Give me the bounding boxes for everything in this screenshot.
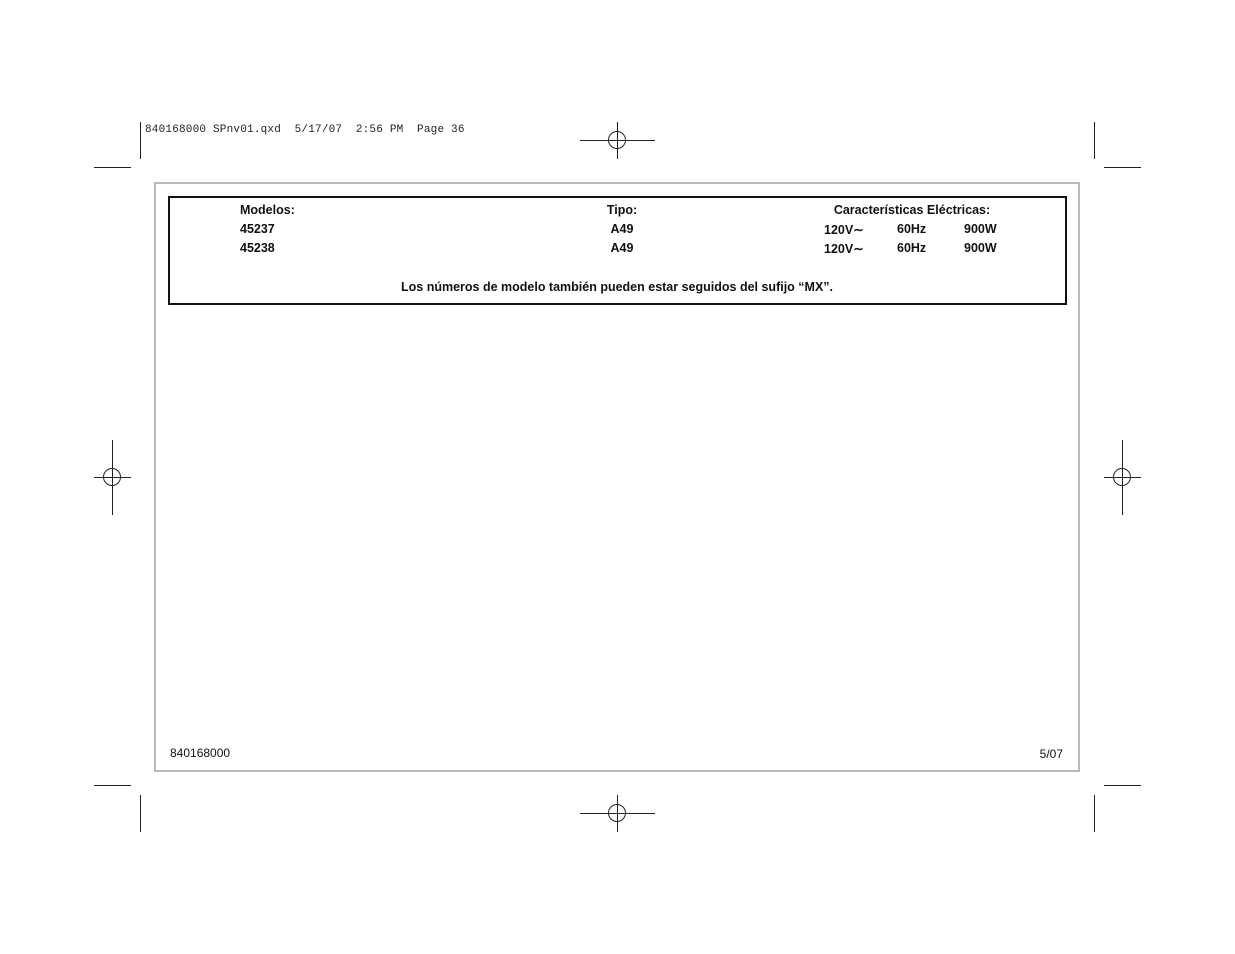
row-power: 900W xyxy=(964,241,997,255)
row-model: 45238 xyxy=(240,241,275,255)
row-model: 45237 xyxy=(240,222,275,236)
row-type: A49 xyxy=(610,241,634,255)
row-frequency: 60Hz xyxy=(897,241,927,255)
header-type: Tipo: xyxy=(606,203,638,217)
row-power: 900W xyxy=(964,222,997,236)
row-type: A49 xyxy=(610,222,634,236)
row-voltage: 120V∼ xyxy=(824,242,864,256)
header-electrical: Características Eléctricas: xyxy=(833,203,991,217)
footer-date: 5/07 xyxy=(1039,747,1063,761)
slug-line: 840168000 SPnv01.qxd 5/17/07 2:56 PM Page 36 xyxy=(145,124,465,136)
model-suffix-note: Los números de modelo también pueden estar seguidos del sufijo “MX”. xyxy=(400,280,834,294)
footer-code: 840168000 xyxy=(170,746,231,760)
row-frequency: 60Hz xyxy=(897,222,927,236)
header-models: Modelos: xyxy=(240,203,295,217)
row-voltage: 120V∼ xyxy=(824,223,864,237)
